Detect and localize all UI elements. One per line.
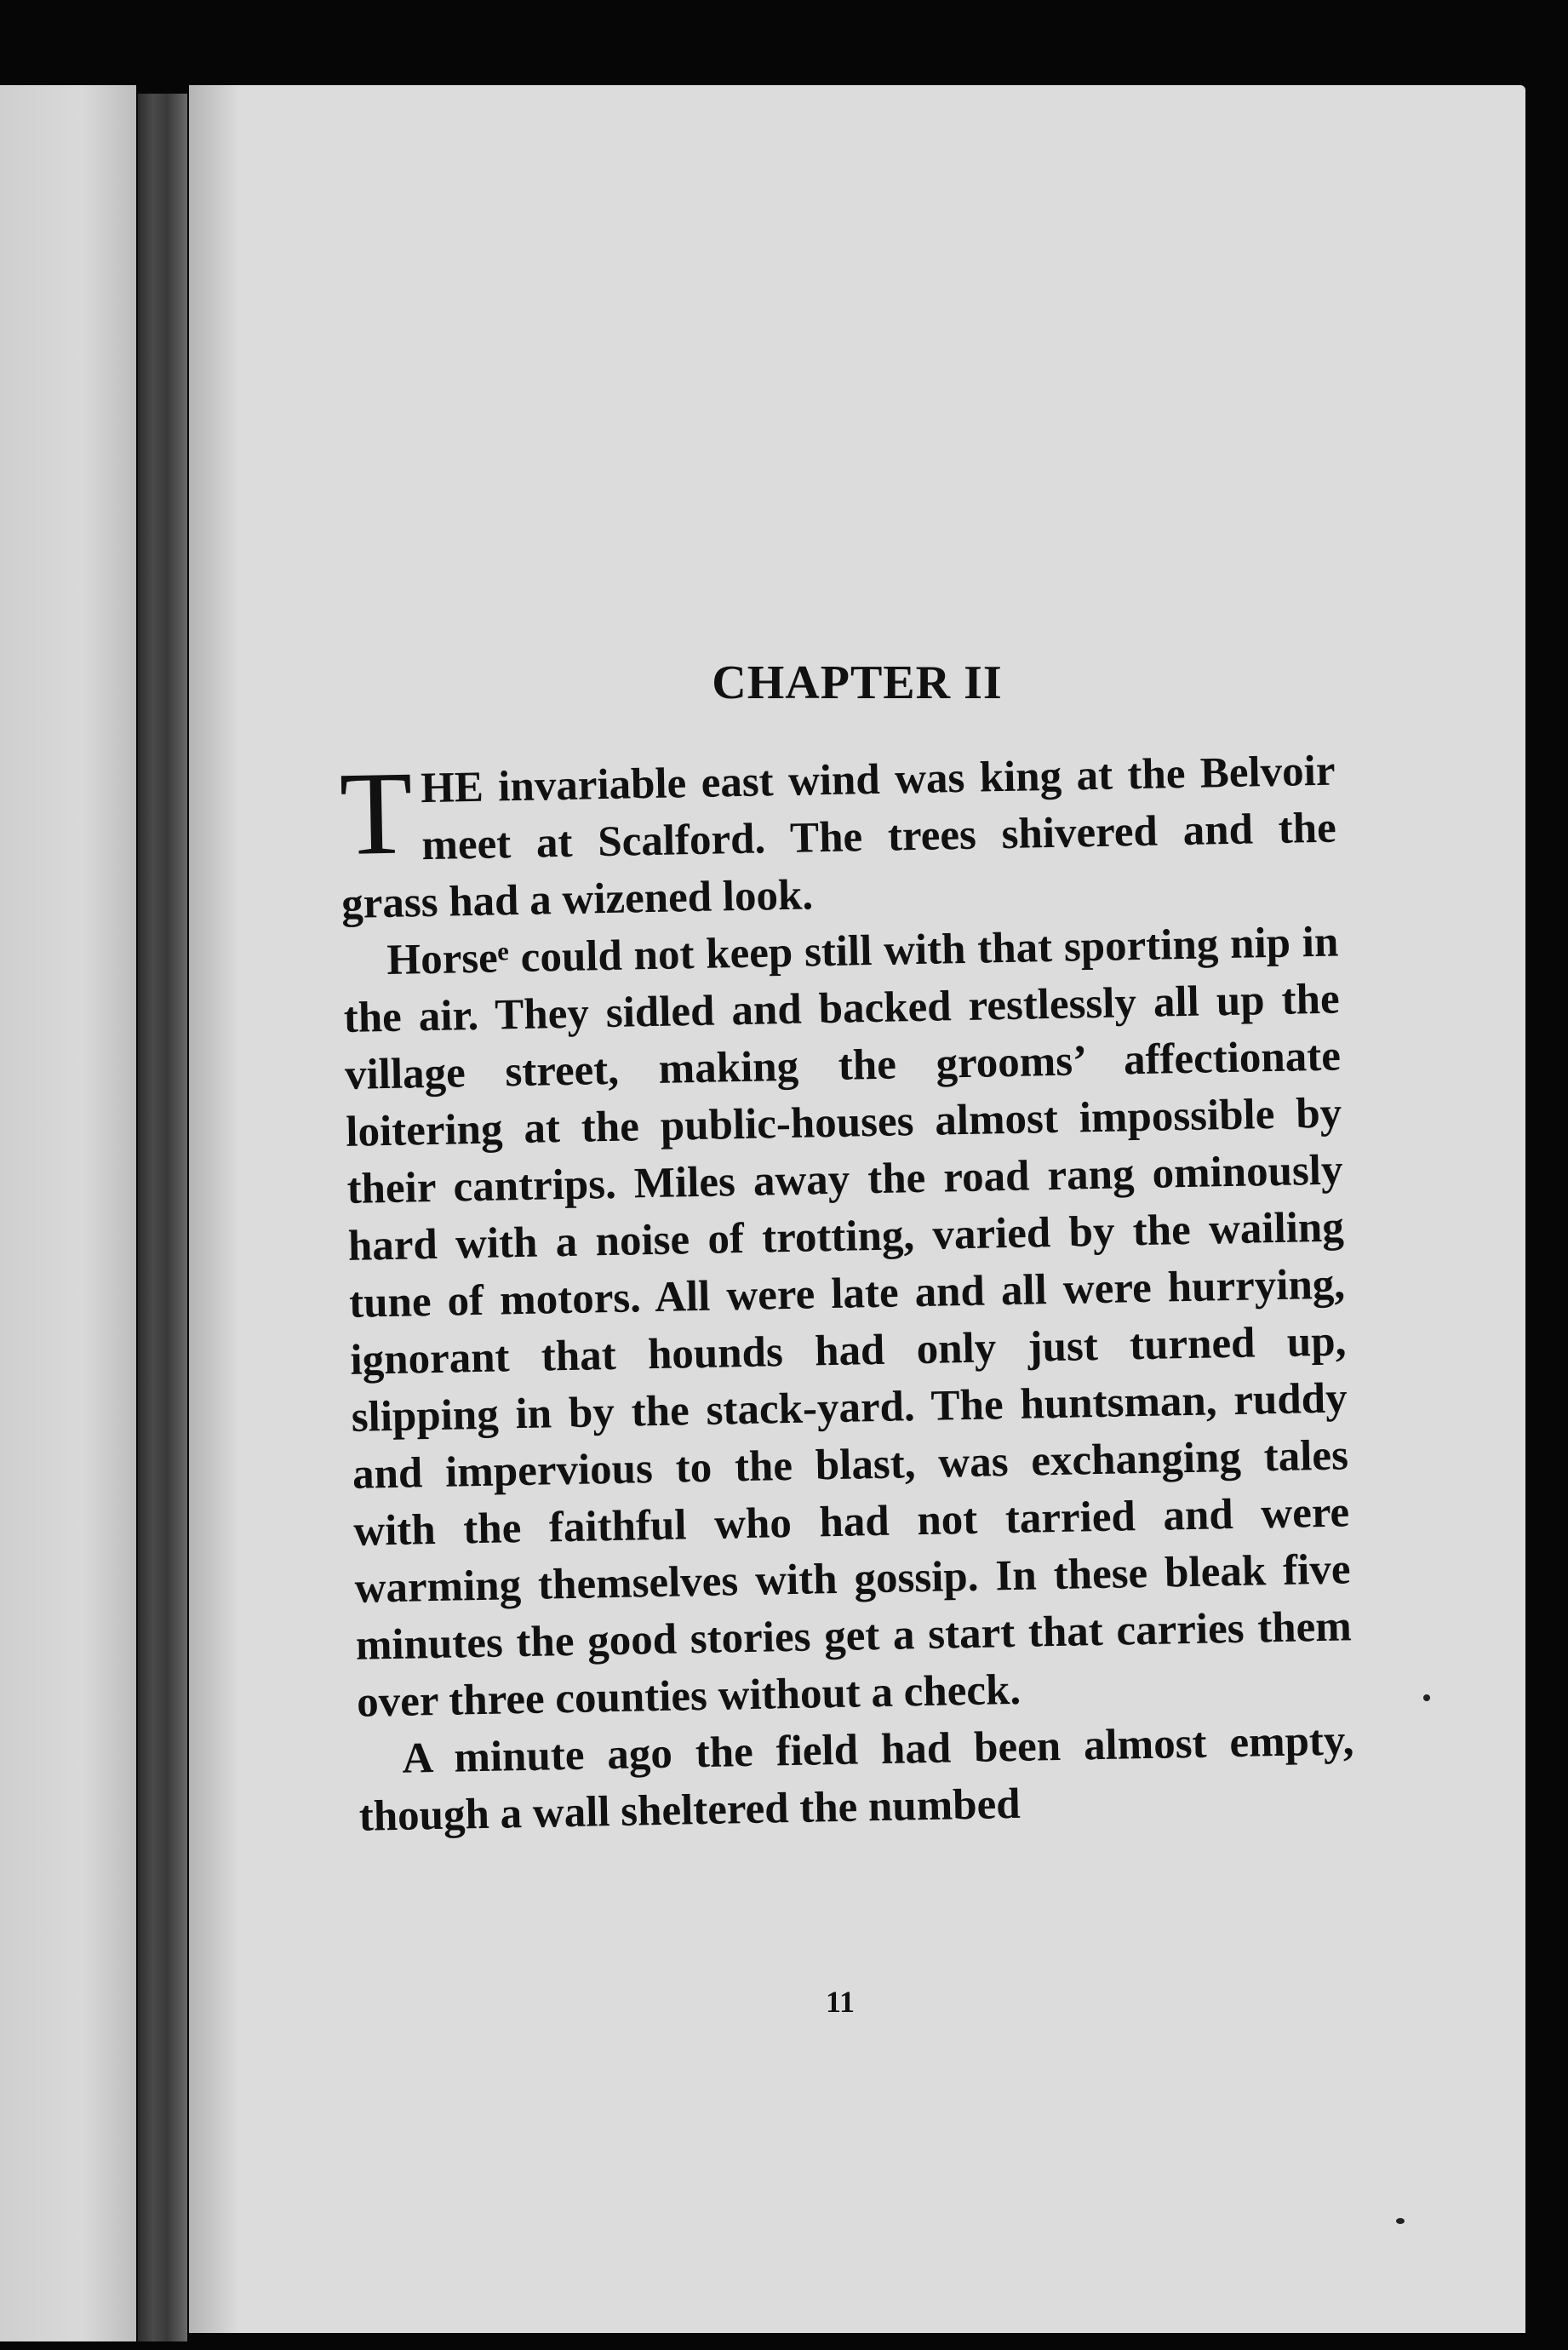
scan-speck	[1396, 2218, 1405, 2224]
paragraph-3: A minute ago the field had been almost empty, though a wall sheltered the numbed	[358, 1717, 1354, 1841]
left-page-edge	[0, 85, 136, 2341]
chapter-heading: CHAPTER II	[712, 656, 1003, 709]
drop-cap: T	[338, 747, 415, 880]
paragraph-2: Horseᵉ could not keep still with that sporting nip in the air. They sidled and backed restlessly all up the village street, making the grooms’ affectionate loitering at the public-houses almost impossible by their cantrips. Miles away the road rang ominously hard with a noise of trotting, varied by the wailing tune of motors. All were late and all were hurrying, ignorant that hounds had only just turned up, slipping in by the stack-yard. The huntsman, ruddy and impervious to the blast, was exchanging tales with the faithful who had not tarried and were warming themselves with gossip. In these bleak five minutes the good stories get a start that carries them over three counties without a check.	[343, 918, 1353, 1727]
book-spine	[138, 94, 187, 2341]
paragraph-1	[339, 743, 1338, 933]
body-text	[339, 743, 1355, 1846]
scan-speck	[1423, 1694, 1430, 1701]
paragraph-1-text: HE invariable east wind was king at the Belvoir meet at Scalford. The trees shivered and the grass had a wizened look.	[340, 747, 1337, 928]
gutter-shadow	[189, 85, 240, 2333]
page-number: 11	[826, 1985, 856, 2019]
